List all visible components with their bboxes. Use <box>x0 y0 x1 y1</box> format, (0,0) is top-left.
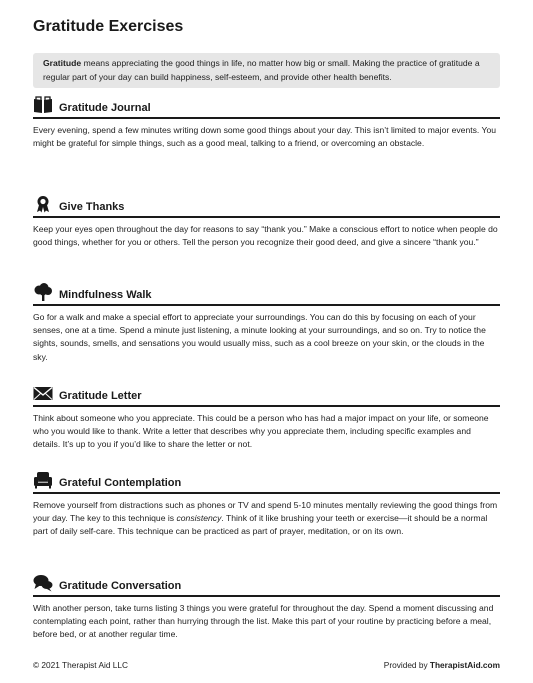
section-title: Gratitude Letter <box>59 390 142 402</box>
provided-by <box>384 660 500 670</box>
section-body-emphasis: consistency <box>176 513 222 524</box>
section-mindfulness-walk <box>33 282 500 364</box>
section-give-thanks <box>33 194 500 249</box>
section-header <box>33 95 500 119</box>
speech-bubbles-icon <box>33 574 53 592</box>
section-body <box>33 499 500 539</box>
section-title: Grateful Contemplation <box>59 477 182 489</box>
intro-box <box>33 53 500 88</box>
section-header <box>33 470 500 494</box>
section-body: Keep your eyes open throughout the day for reasons to say “thank you.” Make a conscious effort to notice when people do good things, whether for you or others. Tell the person you recognize their good deed, and give a sincere “thank you.” <box>33 224 498 248</box>
section-body: Go for a walk and make a special effort to appreciate your surroundings. You can do this by focusing on each of your senses, one at a time. Spend a minute just listening, a minute looking at your surroundings, and so on. Try to notice the sights, sounds, smells, and sensations you would usually miss, such as a cool breeze on your skin, or the clouds in the sky. <box>33 312 486 362</box>
section-title: Give Thanks <box>59 201 125 213</box>
award-ribbon-icon <box>33 195 53 213</box>
section-title: Gratitude Conversation <box>59 580 182 592</box>
section-gratitude-letter <box>33 383 500 452</box>
section-body: With another person, take turns listing 3 things you were grateful for throughout the day. Spend a moment discussing and contemplating each point, rather than hurrying through the list. Make this part of your routine by practicing before a meal, before bed, or at another regular time. <box>33 603 494 640</box>
section-gratitude-journal <box>33 95 500 150</box>
section-header <box>33 573 500 597</box>
intro-text: means appreciating the good things in life, no matter how big or small. Making the practice of gratitude a regular part of your day can build happiness, self-esteem, and provide other health benefits. <box>43 58 480 82</box>
intro-term: Gratitude <box>43 58 82 68</box>
section-header <box>33 282 500 306</box>
section-grateful-contemplation <box>33 470 500 539</box>
page-footer <box>33 660 500 672</box>
provided-prefix: Provided by <box>383 660 430 670</box>
book-icon <box>33 96 53 114</box>
section-header <box>33 194 500 218</box>
section-body-text: . Think of it like brushing your teeth or exercise—it should be a normal part of daily self-care. This technique can be practiced as part of prayer, meditation, or on its own. <box>33 513 488 537</box>
section-title: Gratitude Journal <box>59 102 151 114</box>
section-gratitude-conversation <box>33 573 500 642</box>
envelope-icon <box>33 384 53 402</box>
section-body: Think about someone who you appreciate. This could be a person who has had a major impact on your life, or someone who you would like to thank. Write a letter that describes why you appreciate them, including specific examples and details. It’s up to you if you’d like to share the letter or not. <box>33 413 489 450</box>
brand-link[interactable]: TherapistAid.com <box>429 660 500 670</box>
section-body: Every evening, spend a few minutes writing down some good things about your day. This isn’t limited to major events. You might be grateful for simple things, such as a good meal, talking to a friend, or overcoming an obstacle. <box>33 125 497 149</box>
section-header <box>33 383 500 407</box>
section-title: Mindfulness Walk <box>59 289 152 301</box>
tree-icon <box>33 283 53 301</box>
copyright-text: © 2021 Therapist Aid LLC <box>33 660 128 670</box>
section-body-text: Remove yourself from distractions such as phones or TV and spend 5-10 minutes mentally reviewing the good things from your day. The key to this technique is <box>33 500 498 524</box>
armchair-icon <box>33 471 53 489</box>
page-title: Gratitude Exercises <box>33 18 184 35</box>
